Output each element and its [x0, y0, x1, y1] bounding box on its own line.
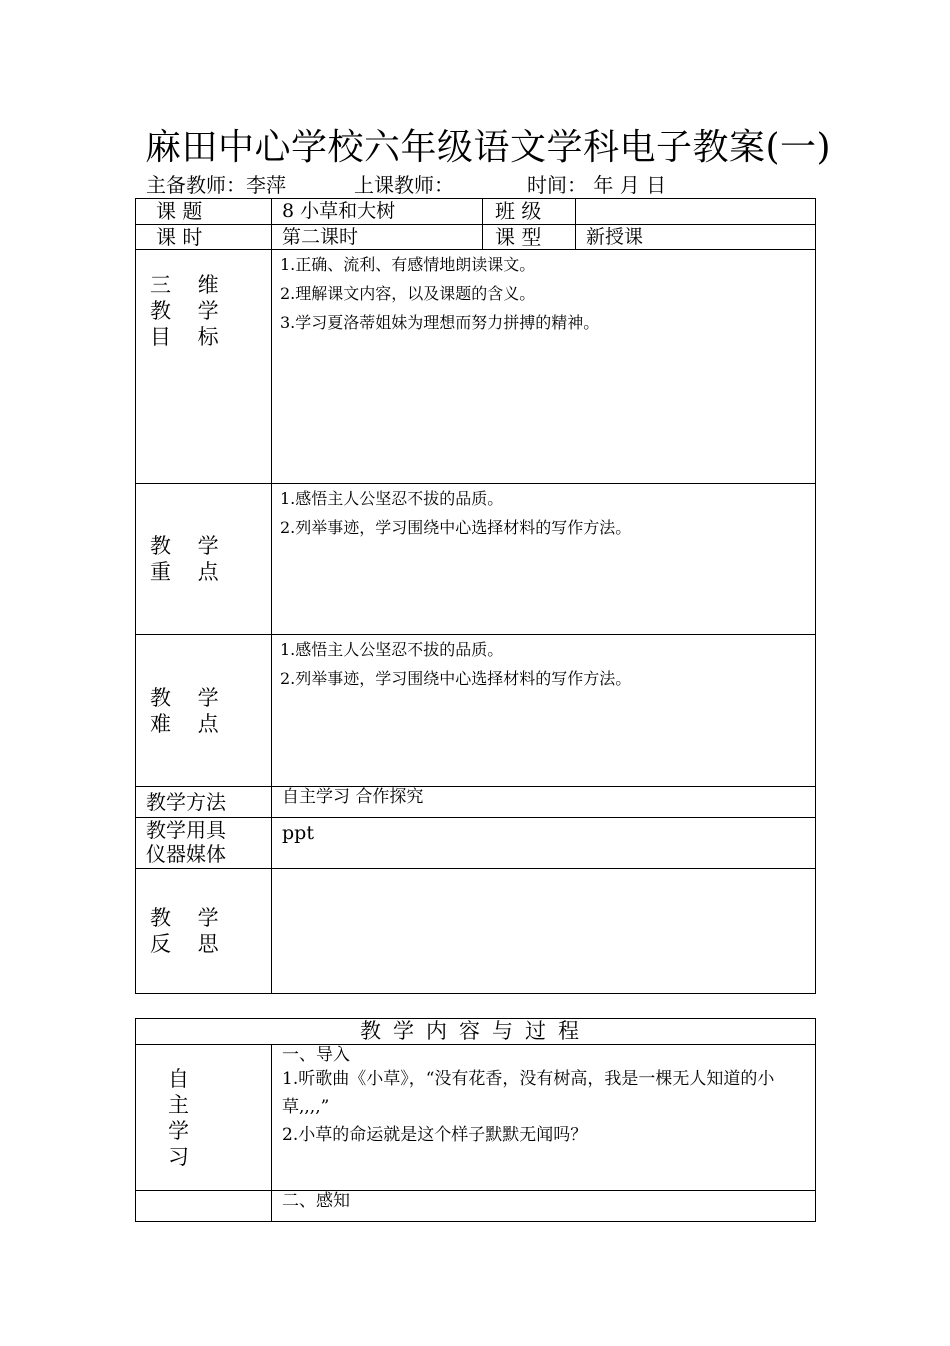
- media-label: 教学用具 仪器媒体: [136, 818, 272, 869]
- class-value: [576, 199, 816, 225]
- topic-label: 课 题: [136, 199, 272, 225]
- intro-item: 1.听歌曲《小草》，“没有花香，没有树高，我是一棵无人知道的小草,,,,”: [282, 1069, 775, 1117]
- intro-heading: 一、导入: [282, 1045, 350, 1065]
- class-teacher: 上课教师：: [354, 173, 454, 197]
- objective-item: 2.理解课文内容，以及课题的含义。: [280, 284, 536, 303]
- document-title: 麻田中心学校六年级语文学科电子教案(一): [145, 127, 832, 168]
- method-value: 自主学习 合作探究: [272, 787, 816, 818]
- difficulties-row: [136, 635, 816, 787]
- period-row: [136, 225, 816, 250]
- key-point-item: 1.感悟主人公坚忍不拔的品质。: [280, 489, 504, 508]
- key-points-label: 教 学 重 点: [136, 484, 272, 635]
- self-study-label: 自 主 学 习: [136, 1045, 272, 1191]
- difficulty-item: 2.列举事迹，学习围绕中心选择材料的写作方法。: [280, 669, 632, 688]
- key-points-content: [272, 484, 816, 635]
- lesson-info-table: [135, 198, 816, 994]
- intro-item: 2.小草的命运就是这个样子默默无闻吗？: [282, 1125, 588, 1145]
- process-heading: 教学内容与过程: [136, 1019, 816, 1045]
- topic-value: 8 小草和大树: [272, 199, 483, 225]
- key-points-row: [136, 484, 816, 635]
- objective-item: 1.正确、流利、有感情地朗读课文。: [280, 255, 536, 274]
- lesson-date: 时间： 年 月 日: [527, 173, 667, 197]
- lead-teacher: 主备教师：李萍: [146, 173, 286, 197]
- objective-item: 3.学习夏洛蒂姐妹为理想而努力拼搏的精神。: [280, 313, 600, 332]
- type-label: 课 型: [483, 225, 576, 250]
- period-value: 第二课时: [272, 225, 483, 250]
- class-label: 班 级: [483, 199, 576, 225]
- difficulties-label: 教 学 难 点: [136, 635, 272, 787]
- media-value: ppt: [272, 818, 816, 869]
- reflection-label: 教 学 反 思: [136, 869, 272, 994]
- perception-content: [272, 1191, 816, 1222]
- self-study-row: [136, 1045, 816, 1191]
- media-row: [136, 818, 816, 869]
- perception-row: [136, 1191, 816, 1222]
- objectives-label: 三 维 教 学 目 标: [136, 250, 272, 484]
- objectives-content: [272, 250, 816, 484]
- process-heading-row: [136, 1019, 816, 1045]
- perception-label-cell: [136, 1191, 272, 1222]
- topic-row: [136, 199, 816, 225]
- type-value: 新授课: [576, 225, 816, 250]
- method-row: [136, 787, 816, 818]
- objectives-row: [136, 250, 816, 484]
- period-label: 课 时: [136, 225, 272, 250]
- reflection-row: [136, 869, 816, 994]
- difficulties-content: [272, 635, 816, 787]
- reflection-content: [272, 869, 816, 994]
- teaching-process-table: [135, 1018, 816, 1222]
- difficulty-item: 1.感悟主人公坚忍不拔的品质。: [280, 640, 504, 659]
- perception-heading: 二、感知: [282, 1191, 350, 1211]
- key-point-item: 2.列举事迹，学习围绕中心选择材料的写作方法。: [280, 518, 632, 537]
- intro-content: [272, 1045, 816, 1191]
- method-label: 教学方法: [136, 787, 272, 818]
